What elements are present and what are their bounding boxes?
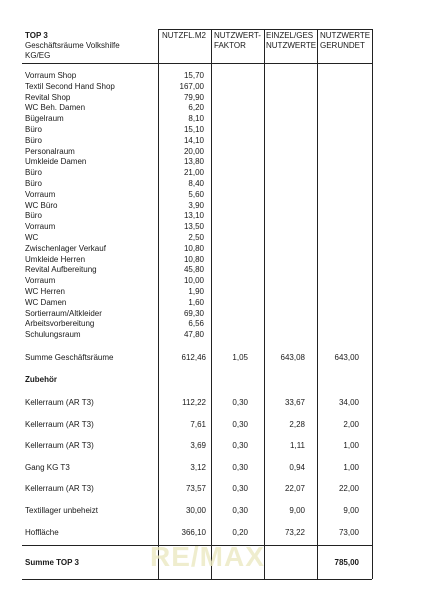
room-area: 3,90 bbox=[188, 200, 204, 210]
zubehoer-name: Textillager unbeheizt bbox=[25, 506, 98, 515]
column-divider bbox=[211, 29, 212, 579]
room-name: Textil Second Hand Shop bbox=[25, 81, 115, 91]
zubehoer-factor: 0,30 bbox=[232, 420, 248, 429]
summe-geschaeft-factor: 1,05 bbox=[232, 353, 248, 362]
summe-top-label: Summe TOP 3 bbox=[25, 558, 79, 567]
room-area: 2,50 bbox=[188, 233, 204, 242]
room-name: Personalraum bbox=[25, 146, 75, 156]
zubehoer-area: 73,57 bbox=[185, 484, 206, 493]
room-name: WC Beh. Damen bbox=[25, 103, 86, 113]
summe-top-gerundet: 785,00 bbox=[334, 558, 359, 567]
bottom-line bbox=[22, 579, 372, 580]
zubehoer-gerundet: 22,00 bbox=[338, 484, 359, 493]
zubehoer-gerundet: 34,00 bbox=[338, 398, 359, 407]
room-name: Bügelraum bbox=[25, 114, 64, 124]
room-name: Büro bbox=[25, 179, 42, 188]
room-area: 13,10 bbox=[183, 211, 204, 221]
col-header-faktor: NUTZWERT- bbox=[214, 31, 261, 40]
zubehoer-gerundet: 1,00 bbox=[343, 441, 359, 450]
room-area: 13,50 bbox=[183, 222, 204, 232]
room-name: Büro bbox=[25, 135, 42, 145]
col-header-gerundet-2: GERUNDET bbox=[320, 41, 365, 50]
zubehoer-area: 30,00 bbox=[185, 506, 206, 515]
column-divider bbox=[264, 29, 265, 579]
zubehoer-gerundet: 2,00 bbox=[343, 420, 359, 429]
room-area: 10,80 bbox=[183, 243, 204, 253]
zubehoer-heading: Zubehör bbox=[25, 375, 57, 384]
zubehoer-name: Kellerraum (AR T3) bbox=[25, 484, 94, 493]
room-name: Vorraum bbox=[25, 222, 56, 232]
room-name: WC Damen bbox=[25, 297, 67, 307]
zubehoer-name: Kellerraum (AR T3) bbox=[25, 441, 94, 450]
room-name: Vorraum bbox=[25, 276, 56, 286]
room-area: 8,10 bbox=[188, 114, 204, 124]
room-name: Umkleide Herren bbox=[25, 254, 86, 264]
room-area: 10,80 bbox=[183, 254, 204, 264]
room-area: 20,00 bbox=[183, 146, 204, 156]
room-area: 10,00 bbox=[183, 276, 204, 286]
col-header-einzel: EINZEL/GES bbox=[266, 31, 314, 40]
zubehoer-einzel: 9,00 bbox=[289, 506, 305, 515]
zubehoer-name: Gang KG T3 bbox=[25, 463, 70, 472]
summe-geschaeft-label: Summe Geschäftsräume bbox=[25, 353, 114, 362]
room-name: WC bbox=[25, 233, 39, 242]
table-title: TOP 3 bbox=[25, 31, 48, 40]
room-name: Büro bbox=[25, 125, 42, 134]
zubehoer-area: 112,22 bbox=[182, 398, 206, 407]
zubehoer-einzel: 0,94 bbox=[289, 463, 305, 472]
room-area: 1,90 bbox=[188, 287, 204, 296]
room-name: Umkleide Damen bbox=[25, 157, 87, 167]
room-area: 167,00 bbox=[179, 81, 204, 91]
zubehoer-gerundet: 1,00 bbox=[343, 463, 359, 472]
zubehoer-einzel: 1,11 bbox=[290, 441, 305, 450]
column-divider bbox=[317, 29, 318, 579]
header-top-line bbox=[158, 29, 372, 30]
col-header-nutzflaeche: NUTZFL.M2 bbox=[162, 31, 206, 40]
zubehoer-factor: 0,30 bbox=[232, 506, 248, 515]
room-name: Schulungsraum bbox=[25, 330, 81, 340]
room-area: 13,80 bbox=[183, 157, 204, 167]
table-subtitle-2: KG/EG bbox=[25, 51, 51, 60]
col-header-einzel-2: NUTZWERTE bbox=[266, 41, 317, 50]
zubehoer-einzel: 22,07 bbox=[284, 484, 305, 493]
room-area: 15,70 bbox=[183, 71, 204, 80]
table-subtitle: Geschäftsräume Volkshilfe bbox=[25, 41, 120, 50]
room-area: 21,00 bbox=[183, 168, 204, 178]
room-name: WC Herren bbox=[25, 287, 66, 296]
room-name: Revital Shop bbox=[25, 92, 71, 102]
zubehoer-name: Kellerraum (AR T3) bbox=[25, 398, 94, 407]
room-name: Vorraum bbox=[25, 189, 56, 199]
room-area: 6,56 bbox=[188, 319, 204, 329]
room-name: Zwischenlager Verkauf bbox=[25, 243, 106, 253]
room-area: 79,90 bbox=[183, 92, 204, 102]
zubehoer-name: Hoffläche bbox=[25, 528, 59, 537]
zubehoer-area: 3,12 bbox=[190, 463, 206, 472]
zubehoer-factor: 0,30 bbox=[232, 484, 248, 493]
room-area: 8,40 bbox=[188, 179, 204, 188]
column-divider bbox=[372, 29, 373, 579]
room-area: 5,60 bbox=[188, 189, 204, 199]
zubehoer-factor: 0,30 bbox=[232, 398, 248, 407]
room-area: 6,20 bbox=[188, 103, 204, 113]
summe-geschaeft-area: 612,46 bbox=[181, 353, 206, 362]
zubehoer-einzel: 2,28 bbox=[289, 420, 305, 429]
room-area: 1,60 bbox=[188, 297, 204, 307]
room-area: 45,80 bbox=[183, 265, 204, 275]
room-area: 14,10 bbox=[183, 135, 204, 145]
room-area: 47,80 bbox=[183, 330, 204, 340]
room-area: 15,10 bbox=[183, 125, 204, 134]
col-header-gerundet: NUTZWERTE bbox=[320, 31, 371, 40]
zubehoer-factor: 0,30 bbox=[232, 463, 248, 472]
header-bottom-line bbox=[22, 63, 372, 64]
zubehoer-einzel: 73,22 bbox=[284, 528, 305, 537]
col-header-faktor-2: FAKTOR bbox=[214, 41, 246, 50]
zubehoer-name: Kellerraum (AR T3) bbox=[25, 420, 94, 429]
zubehoer-factor: 0,20 bbox=[232, 528, 248, 537]
room-area: 69,30 bbox=[183, 308, 204, 318]
summe-geschaeft-gerundet: 643,00 bbox=[334, 353, 359, 362]
zubehoer-einzel: 33,67 bbox=[284, 398, 305, 407]
room-name: WC Büro bbox=[25, 200, 58, 210]
room-name: Büro bbox=[25, 168, 42, 178]
room-name: Sortierraum/Altkleider bbox=[25, 308, 102, 318]
zubehoer-factor: 0,30 bbox=[232, 441, 248, 450]
room-name: Vorraum Shop bbox=[25, 71, 77, 80]
room-name: Büro bbox=[25, 211, 42, 221]
zubehoer-area: 7,61 bbox=[190, 420, 206, 429]
zubehoer-area: 366,10 bbox=[181, 528, 206, 537]
zubehoer-gerundet: 73,00 bbox=[338, 528, 359, 537]
room-name: Arbeitsvorbereitung bbox=[25, 319, 95, 329]
summe-geschaeft-einzel: 643,08 bbox=[280, 353, 305, 362]
remax-watermark: RE/MAX bbox=[150, 541, 265, 572]
room-name: Revital Aufbereitung bbox=[25, 265, 97, 275]
zubehoer-gerundet: 9,00 bbox=[343, 506, 359, 515]
zubehoer-area: 3,69 bbox=[190, 441, 206, 450]
